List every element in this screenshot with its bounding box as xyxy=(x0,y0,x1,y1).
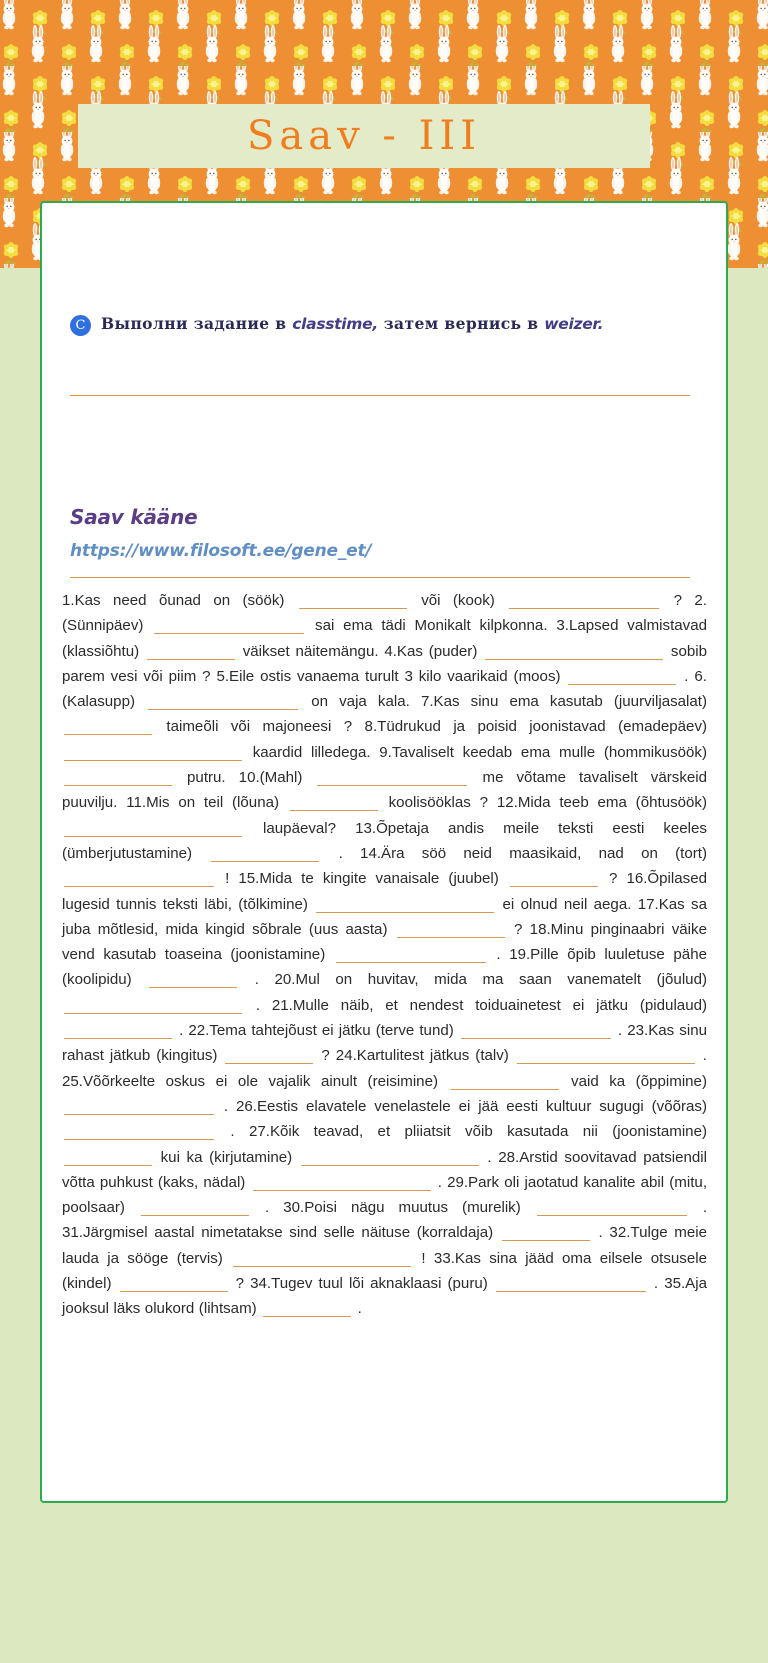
exercise-text: Eestis elavatele venelastele ei jää eesti kultuur sugugi (võõras) xyxy=(256,1097,707,1115)
exercise-text: vaid ka (õppimine) xyxy=(560,1072,707,1090)
exercise-text: Lapsed valmistavad (klassiõhtu) xyxy=(62,617,707,660)
exercise-text: Kas need õunad on (söök) xyxy=(74,592,285,609)
exercise-text: koolisööklas ? xyxy=(379,794,497,812)
exercise-text: kui ka (kirjutamine) xyxy=(154,1148,299,1166)
exercise-text: Kas (puder) xyxy=(396,642,478,660)
exercise-item xyxy=(238,870,626,887)
exercise-number: 15. xyxy=(238,870,260,888)
exercise-text: on vaja kala. xyxy=(300,693,421,711)
exercise-number: 14. xyxy=(360,844,382,862)
exercise-text: . xyxy=(647,1275,665,1293)
answer-blank[interactable] xyxy=(496,1291,646,1292)
exercise-text: Kas sinu ema kasutab (juurviljasalat) xyxy=(433,693,708,711)
exercise-text: Järgmisel aastal nimetatakse sind selle näituse (korraldaja) xyxy=(82,1224,494,1242)
exercise-text: . xyxy=(591,1224,610,1242)
answer-blank[interactable] xyxy=(64,1013,242,1014)
answer-blank[interactable] xyxy=(233,1266,411,1267)
exercise-number: 16. xyxy=(626,870,648,888)
answer-blank[interactable] xyxy=(64,1114,214,1115)
exercise-text: Mis on teil (lõuna) xyxy=(146,794,280,812)
answer-blank[interactable] xyxy=(154,633,304,634)
exercise-text: Ära söö neid maasikaid, nad on (tort) xyxy=(381,844,707,862)
answer-blank[interactable] xyxy=(510,886,598,887)
exercise-text: ei olnud neil aega. xyxy=(496,895,638,913)
exercise-item xyxy=(62,592,694,609)
exercise-text: Kõik teavad, et pliiatsit võib kasutada nii (joonistamine) xyxy=(269,1123,707,1141)
answer-blank[interactable] xyxy=(568,684,676,685)
answer-blank[interactable] xyxy=(301,1165,479,1166)
exercise-text: Pille õpib luuletuse pähe (koolipidu) xyxy=(62,946,707,989)
exercise-text: Võõrkeelte oskus ei ole vajalik ainult (reisimine) xyxy=(82,1072,438,1090)
answer-blank[interactable] xyxy=(64,1038,172,1039)
divider-under-url xyxy=(70,577,690,578)
classtime-circle-icon: C xyxy=(70,315,91,336)
exercise-text: (Kalasupp) xyxy=(62,693,135,711)
exercise-text: . xyxy=(612,1022,628,1040)
exercise-text: kaardid lilledega. xyxy=(244,743,380,761)
exercise-text: Mida te kingite vanaisale (juubel) xyxy=(259,870,499,888)
exercise-number: 32. xyxy=(609,1224,631,1242)
exercise-text: . xyxy=(480,1148,499,1166)
exercise-text: Poisi nägu muutus (murelik) xyxy=(304,1199,521,1217)
answer-blank[interactable] xyxy=(141,1215,249,1216)
answer-blank[interactable] xyxy=(290,810,378,811)
answer-blank[interactable] xyxy=(517,1063,695,1064)
exercise-text: . xyxy=(688,1199,708,1217)
exercise-number: 21. xyxy=(271,996,293,1014)
exercise-text: Park oli jaotatud kanalite abil (mitu, poolsaar) xyxy=(62,1173,708,1217)
exercise-text: Õpetaja andis meile teksti eesti keeles (ümberjutustamine) xyxy=(62,819,707,862)
instruction-text xyxy=(101,313,603,335)
exercise-text: . xyxy=(678,667,695,685)
instruction-app-weizer: weizer. xyxy=(544,315,604,333)
answer-blank[interactable] xyxy=(263,1316,351,1317)
exercise-text: Tavaliselt keedab ema mulle (hommikusöök) xyxy=(391,743,707,761)
instruction-block xyxy=(70,313,690,336)
exercise-text: ? xyxy=(599,870,627,888)
exercise-item xyxy=(283,1199,707,1216)
exercise-number: 17. xyxy=(637,895,659,913)
exercise-text: . xyxy=(239,971,275,989)
exercise-item xyxy=(62,1224,609,1241)
instruction-middle: затем вернись в xyxy=(383,314,539,333)
exercise-number: 19. xyxy=(509,946,531,964)
answer-blank[interactable] xyxy=(509,608,659,609)
exercise-text: või (kook) xyxy=(408,592,508,609)
exercise-number: 26. xyxy=(236,1097,257,1115)
answer-blank[interactable] xyxy=(299,608,407,609)
answer-blank[interactable] xyxy=(316,912,494,913)
exercise-text: . xyxy=(432,1173,448,1191)
exercise-text: Kas sina jääd oma eilsele otsusele (kindel) xyxy=(62,1249,707,1293)
exercise-number: 5. xyxy=(216,667,230,685)
exercise-number: 25. xyxy=(62,1072,83,1090)
exercise-text: Aja jooksul läks olukord (lihtsam) xyxy=(62,1275,707,1318)
exercise-text: sai ema tädi Monikalt kilpkonna. xyxy=(306,617,557,635)
answer-blank[interactable] xyxy=(64,734,152,735)
exercise-number: 31. xyxy=(62,1224,83,1242)
exercise-sentences xyxy=(62,588,707,1322)
exercise-item xyxy=(250,1275,664,1292)
exercise-number: 23. xyxy=(627,1022,649,1040)
answer-blank[interactable] xyxy=(502,1240,590,1241)
exercise-item xyxy=(126,794,497,811)
exercise-text: . xyxy=(321,844,361,862)
answer-blank[interactable] xyxy=(461,1038,611,1039)
answer-blank[interactable] xyxy=(64,785,172,786)
exercise-number: 9. xyxy=(379,743,392,761)
exercise-text: . xyxy=(244,996,272,1014)
exercise-text: Kartulitest jätkus (talv) xyxy=(356,1047,509,1065)
exercise-text: Mul on huvitav, mida ma saan vanematelt (jõulud) xyxy=(295,971,707,989)
exercise-text: taimeõli või majoneesi ? xyxy=(154,718,365,736)
exercise-text: Eile ostis vanaema turult 3 kilo vaarikaid (moos) xyxy=(229,667,561,685)
exercise-text: Arstid soovitavad patsiendil võtta puhkust (kaks, nädal) xyxy=(62,1148,707,1191)
exercise-number: 27. xyxy=(248,1123,270,1141)
worksheet-card xyxy=(40,201,728,1503)
exercise-number: 24. xyxy=(335,1047,357,1065)
exercise-text: Mida teeb ema (õhtusöök) xyxy=(517,794,707,812)
exercise-number: 7. xyxy=(420,693,434,711)
exercise-text: . xyxy=(216,1097,236,1115)
exercise-text: Tüdrukud ja poisid joonistavad (emadepäev) xyxy=(377,718,708,736)
exercise-text: ? xyxy=(315,1047,336,1065)
answer-blank[interactable] xyxy=(64,886,214,887)
answer-blank[interactable] xyxy=(149,987,237,988)
instruction-app-classtime: classtime, xyxy=(292,315,378,333)
exercise-number: 2. xyxy=(694,592,707,609)
answer-blank[interactable] xyxy=(317,785,467,786)
answer-blank[interactable] xyxy=(485,659,663,660)
answer-blank[interactable] xyxy=(451,1089,559,1090)
exercise-number: 22. xyxy=(188,1022,210,1040)
answer-blank[interactable] xyxy=(253,1190,431,1191)
exercise-text: väikset näitemängu. xyxy=(236,642,385,660)
exercise-text: laupäeval? xyxy=(244,819,356,837)
answer-blank[interactable] xyxy=(147,659,235,660)
exercise-text: Kas sinu rahast jätkub (kingitus) xyxy=(62,1022,708,1065)
answer-blank[interactable] xyxy=(64,836,242,837)
exercise-text: ? xyxy=(506,920,530,938)
exercise-text: sobib parem vesi või piim ? xyxy=(62,642,707,685)
exercise-item xyxy=(336,1047,707,1064)
title-plate xyxy=(78,104,650,168)
exercise-number: 18. xyxy=(529,920,551,938)
exercise-text: Minu pinginaabri väike vend kasutab toaseina (joonistamine) xyxy=(62,920,707,964)
exercise-number: 4. xyxy=(384,642,397,660)
exercise-number: 11. xyxy=(126,794,147,812)
answer-blank[interactable] xyxy=(120,1291,228,1292)
exercise-text: Tulge meie lauda ja sööge (tervis) xyxy=(62,1224,708,1267)
exercise-text: (Mahl) xyxy=(259,769,303,787)
exercise-text: . xyxy=(696,1047,708,1065)
answer-blank[interactable] xyxy=(225,1063,313,1064)
exercise-number: 35. xyxy=(664,1275,686,1293)
exercise-number: 13. xyxy=(355,819,377,837)
answer-blank[interactable] xyxy=(397,937,505,938)
exercise-text: Kas sa juba mõtlesid, mida kingid sõbrale (uus aasta) xyxy=(62,895,707,938)
exercise-text: ? xyxy=(229,1275,251,1293)
exercise-text: . xyxy=(353,1300,362,1318)
exercise-number: 1. xyxy=(62,592,75,609)
answer-blank[interactable] xyxy=(537,1215,687,1216)
exercise-number: 12. xyxy=(496,794,518,812)
exercise-number: 6. xyxy=(694,667,707,685)
exercise-text: Tema tahtejõust ei jätku (terve tund) xyxy=(209,1022,454,1040)
answer-blank[interactable] xyxy=(148,709,298,710)
section-heading: Saav kääne xyxy=(70,505,198,529)
exercise-text: . xyxy=(487,946,510,964)
exercise-number: 34. xyxy=(250,1275,272,1293)
answer-blank[interactable] xyxy=(64,1139,214,1140)
page-title: Saav - III xyxy=(246,113,482,159)
exercise-number: 29. xyxy=(447,1173,469,1191)
exercise-text: putru. xyxy=(174,769,239,787)
exercise-text: (Sünnipäev) xyxy=(62,617,144,635)
exercise-text: ! xyxy=(413,1249,434,1267)
exercise-number: 8. xyxy=(364,718,378,736)
exercise-text: . xyxy=(216,1123,249,1141)
exercise-text: Mulle näib, et nendest toiduainetest ei jätku (pidulaud) xyxy=(292,996,708,1014)
exercise-number: 28. xyxy=(498,1148,520,1166)
exercise-text: ? xyxy=(661,592,695,609)
answer-blank[interactable] xyxy=(336,962,486,963)
exercise-text: me võtame tavaliselt värskeid puuvilju. xyxy=(62,769,708,812)
answer-blank[interactable] xyxy=(64,1165,152,1166)
exercise-text: ! xyxy=(216,870,239,888)
instruction-before: Выполни задание в xyxy=(101,314,287,333)
exercise-text: . xyxy=(174,1022,189,1040)
exercise-text: . xyxy=(250,1199,284,1217)
exercise-item xyxy=(188,1022,627,1039)
exercise-number: 20. xyxy=(274,971,296,989)
answer-blank[interactable] xyxy=(64,760,242,761)
exercise-number: 33. xyxy=(433,1249,455,1267)
exercise-text: Õpilased lugesid tunnis teksti läbi, (tõlkimine) xyxy=(62,870,707,913)
answer-blank[interactable] xyxy=(211,861,319,862)
exercise-number: 30. xyxy=(283,1199,305,1217)
divider-top xyxy=(70,395,690,396)
reference-url[interactable]: https://www.filosoft.ee/gene_et/ xyxy=(70,541,372,561)
exercise-number: 10. xyxy=(238,769,260,787)
exercise-item xyxy=(216,668,694,685)
exercise-text: Tugev tuul lõi aknaklaasi (puru) xyxy=(271,1275,488,1293)
exercise-number: 3. xyxy=(556,617,569,635)
